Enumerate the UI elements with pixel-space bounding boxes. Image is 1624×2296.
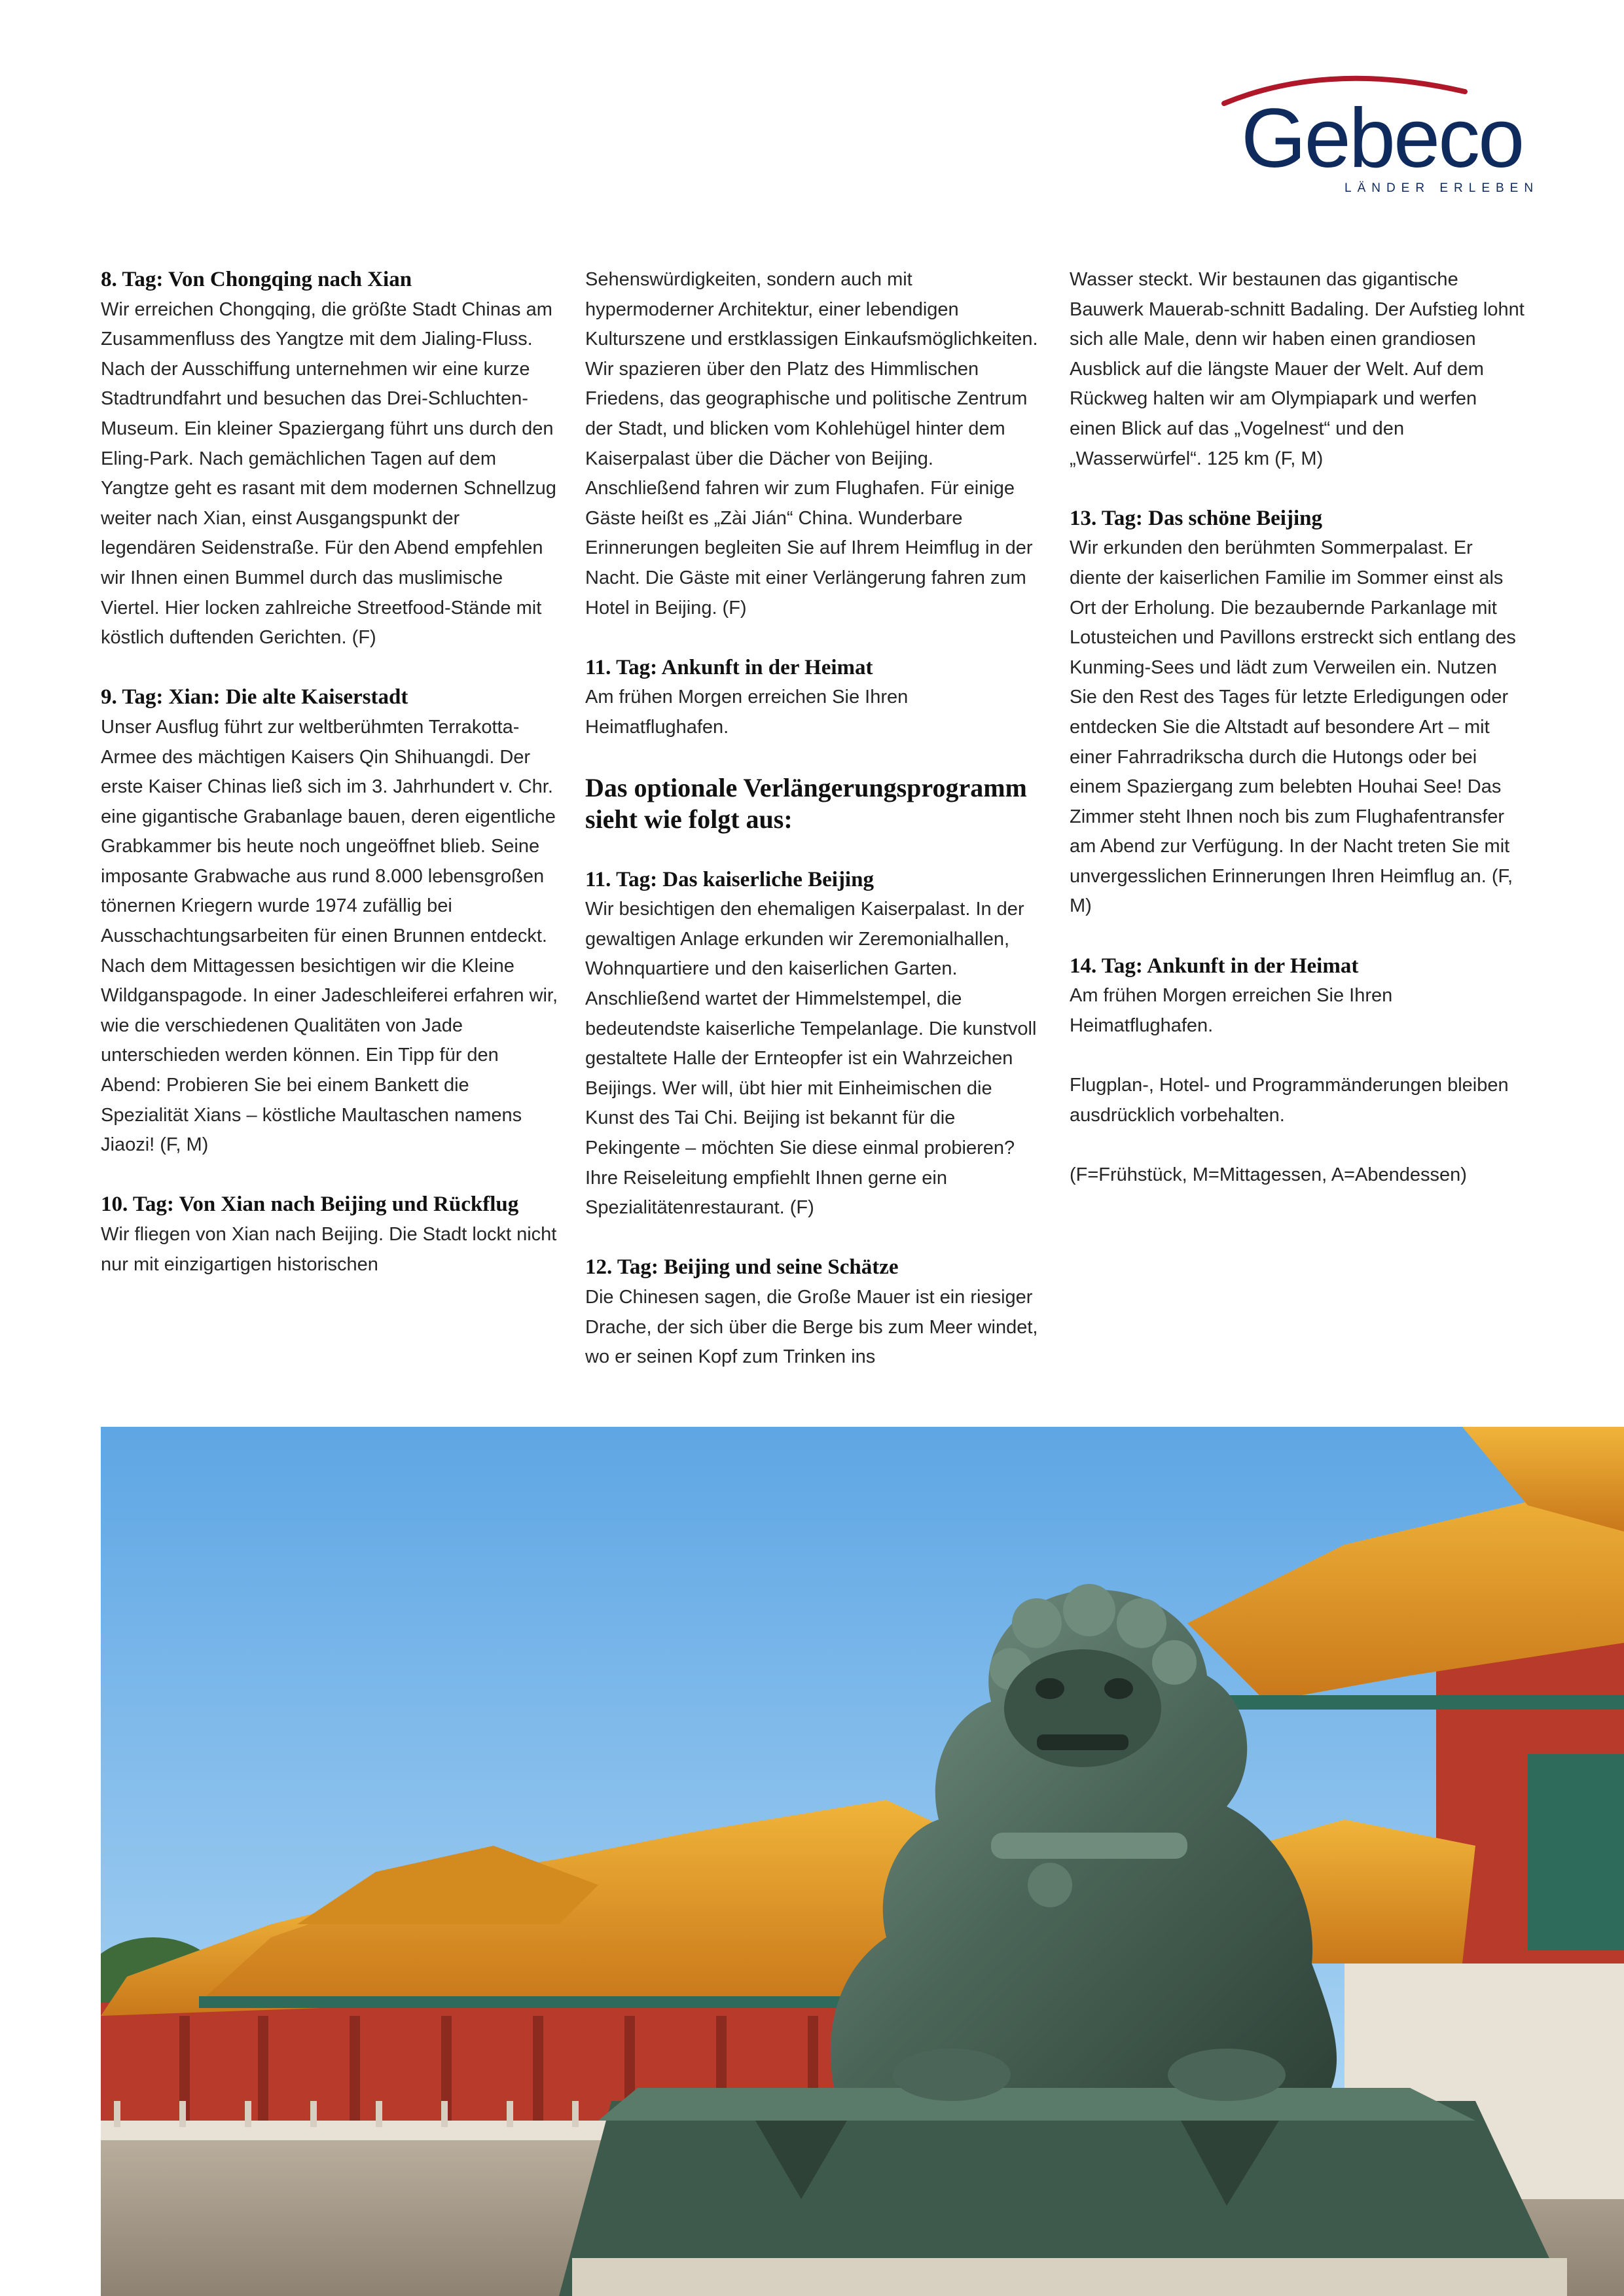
day-title: 8. Tag: Von Chongqing nach Xian xyxy=(101,268,412,291)
itinerary-day-11-extension xyxy=(585,865,1043,1223)
itinerary-day-10-continued xyxy=(585,265,1043,623)
day-description: Sehenswürdigkeiten, sondern auch mit hypermoderner Architektur, einer lebendigen Kulturszene und erstklassigen Einkaufsmöglichkeiten. Wir spazieren über den Platz des Himmlischen Friedens, das geographische und politische Zentrum der Stadt, und blicken vom Kohlehügel hinter dem Kaiserpalast über die Dächer von Beijing. Anschließend fahren wir zum Flughafen. Für einige Gäste heißt es „Zài Jián“ China. Wunderbare Erinnerungen begleiten Sie auf Ihrem Heimflug in der Nacht. Die Gäste mit einer Verlängerung fahren zum Hotel in Beijing. (F) xyxy=(585,269,1038,619)
text-column-1 xyxy=(101,265,559,1310)
day-description: Die Chinesen sagen, die Große Mauer ist ein riesiger Drache, der sich über die Berge bis zum Meer windet, wo er seinen Kopf zum Trinken ins xyxy=(585,1287,1038,1368)
day-description: Am frühen Morgen erreichen Sie Ihren Heimatflughafen. xyxy=(585,687,909,738)
day-description: Wir erreichen Chongqing, die größte Stadt Chinas am Zusammenfluss des Yangtze mit dem Jialing-Fluss. Nach der Ausschiffung unternehmen wir eine kurze Stadtrundfahrt und besuchen das Drei-Schluchten-Museum. Ein kleiner Spaziergang führt uns durch den Eling-Park. Nach gemächlichen Tagen auf dem Yangtze geht es rasant mit dem modernen Schnellzug weiter nach Xian, einst Ausgangspunkt der legendären Seidenstraße. Für den Abend empfehlen wir Ihnen einen Bummel durch das muslimische Viertel. Hier locken zahlreiche Streetfood-Stände mit köstlich duftenden Gerichten. (F) xyxy=(101,298,556,649)
day-description: Wir erkunden den berühmten Sommerpalast. Er diente der kaiserlichen Familie im Sommer einst als Ort der Erholung. Die bezaubernde Parkanlage mit Lotusteichen und Pavillons erstreckt sich entlang des Kunming-Sees und lädt zum Verweilen ein. Nutzen Sie den Rest des Tages für letzte Erledigungen oder entdecken Sie die Altstadt auf besondere Art – mit einer Fahrradrikscha durch die Hutongs oder bei einem Spaziergang zum belebten Houhai See! Das Zimmer steht Ihnen noch bis zum Flughafentransfer am Abend zur Verfügung. In der Nacht treten Sie mit unvergesslichen Erinnerungen Ihren Heimflug an. (F, M) xyxy=(1070,537,1516,917)
disclaimer-note xyxy=(1070,1071,1528,1130)
day-title: 9. Tag: Xian: Die alte Kaiserstadt xyxy=(101,685,408,709)
itinerary-day-14 xyxy=(1070,952,1528,1041)
itinerary-day-11-arrival xyxy=(585,653,1043,743)
gebeco-logo xyxy=(1218,65,1540,203)
meal-legend-text: (F=Frühstück, M=Mittagessen, A=Abendessen) xyxy=(1070,1164,1467,1185)
day-title: 14. Tag: Ankunft in der Heimat xyxy=(1070,954,1359,978)
day-title: 12. Tag: Beijing und seine Schätze xyxy=(585,1255,899,1280)
day-description: Unser Ausflug führt zur weltberühmten Terrakotta-Armee des mächtigen Kaisers Qin Shihuangdi. Der erste Kaiser Chinas ließ sich im 3. Jahrhundert v. Chr. eine gigantische Grabanlage bauen, deren eigentliche Grabkammer bis heute noch ungeöffnet blieb. Seine imposante Grabwache aus rund 8.000 lebensgroßen tönernen Kriegern wurde 1974 zufällig bei Ausschachtungsarbeiten für einen Brunnen entdeckt. Nach dem Mittagessen besichtigen wir die Kleine Wildganspagode. In einer Jadeschleiferei erfahren wir, wie die verschiedenen Qualitäten von Jade unterschieden werden können. Ein Tipp für den Abend: Probieren Sie bei einem Bankett die Spezialität Xians – köstliche Maultaschen namens Jiaozi! (F, M) xyxy=(101,716,558,1156)
day-title: 11. Tag: Das kaiserliche Beijing xyxy=(585,867,874,891)
day-title: 13. Tag: Das schöne Beijing xyxy=(1070,506,1322,530)
day-description: Wir besichtigen den ehemaligen Kaiserpalast. In der gewaltigen Anlage erkunden wir Zeremonialhallen, Wohnquartiere und den kaiserlichen Garten. Anschließend wartet der Himmelstempel, die bedeutendste kaiserliche Tempelanlage. Die kunstvoll gestaltete Halle der Ernteopfer ist ein Wahrzeichen Beijings. Wer will, übt hier mit Einheimischen die Kunst des Tai Chi. Beijing ist bekannt für die Pekingente – möchten Sie diese einmal probieren? Ihre Reiseleitung empfiehlt Ihnen gerne ein Spezialitätenrestaurant. (F) xyxy=(585,899,1037,1219)
itinerary-day-12 xyxy=(585,1253,1043,1372)
itinerary-day-12-continued xyxy=(1070,265,1528,474)
itinerary-day-9 xyxy=(101,683,559,1160)
disclaimer-text: Flugplan-, Hotel- und Programmänderungen bleiben ausdrücklich vorbehalten. xyxy=(1070,1075,1509,1126)
day-description: Wir fliegen von Xian nach Beijing. Die Stadt lockt nicht nur mit einzigartigen historischen xyxy=(101,1224,557,1275)
itinerary-day-10 xyxy=(101,1190,559,1280)
photo-illustration xyxy=(101,1427,1624,2296)
day-description: Wasser steckt. Wir bestaunen das gigantische Bauwerk Mauerab-schnitt Badaling. Der Aufstieg lohnt sich alle Male, denn wir haben einen grandiosen Ausblick auf die längste Mauer der Welt. Auf dem Rückweg halten wir am Olympiapark und werfen einen Blick auf das „Vogelnest“ und den „Wasserwürfel“. 125 km (F, M) xyxy=(1070,269,1525,469)
extension-heading: Das optionale Verlängerungsprogramm sieht wie folgt aus: xyxy=(585,773,1027,834)
logo-tagline: LÄNDER ERLEBEN xyxy=(1344,181,1540,195)
day-description: Am frühen Morgen erreichen Sie Ihren Heimatflughafen. xyxy=(1070,985,1393,1036)
itinerary-day-8 xyxy=(101,265,559,653)
day-title: 11. Tag: Ankunft in der Heimat xyxy=(585,655,873,679)
meal-legend xyxy=(1070,1160,1528,1191)
logo-wordmark: Gebeco xyxy=(1241,92,1523,185)
forbidden-city-lion-photo xyxy=(101,1427,1624,2296)
day-title: 10. Tag: Von Xian nach Beijing und Rückflug xyxy=(101,1193,519,1217)
text-column-3 xyxy=(1070,265,1528,1220)
text-column-2 xyxy=(585,265,1043,1402)
itinerary-day-13 xyxy=(1070,504,1528,922)
